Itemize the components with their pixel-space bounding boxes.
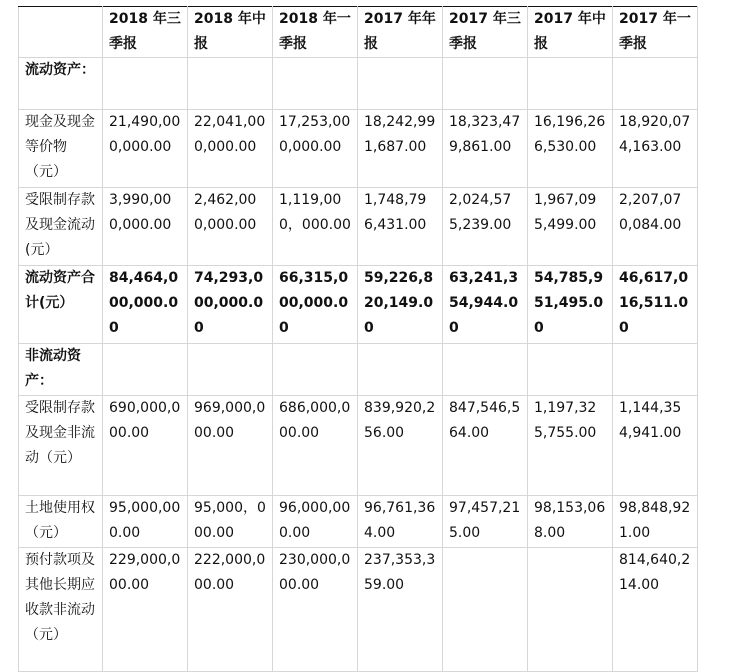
financial-table [18, 6, 698, 672]
table-cell: 21,490,000,000.00 [103, 110, 188, 188]
table-cell: 3,990,000,000.00 [103, 188, 188, 266]
table-cell: 222,000,000.00 [188, 548, 273, 672]
table-header-row [19, 7, 698, 58]
table-row [19, 344, 698, 396]
table-cell: 97,457,215.00 [443, 496, 528, 548]
row-label: 土地使用权（元） [19, 496, 103, 548]
table-cell: 1,748,796,431.00 [358, 188, 443, 266]
row-label: 受限制存款及现金非流动（元） [19, 396, 103, 496]
table-cell: 46,617,016,511.00 [613, 266, 698, 344]
table-cell [443, 344, 528, 396]
table-cell [528, 548, 613, 672]
table-cell: 98,153,068.00 [528, 496, 613, 548]
table-cell: 969,000,000.00 [188, 396, 273, 496]
row-label: 流动资产： [19, 58, 103, 110]
table-cell: 17,253,000,000.00 [273, 110, 358, 188]
table-cell [273, 344, 358, 396]
table-cell: 96,000,000.00 [273, 496, 358, 548]
header-corner [19, 7, 103, 58]
row-label: 非流动资产： [19, 344, 103, 396]
table-row [19, 548, 698, 672]
row-label: 受限制存款及现金流动(元） [19, 188, 103, 266]
table-cell: 95,000,000.00 [103, 496, 188, 548]
table-cell: 63,241,354,944.00 [443, 266, 528, 344]
table-row [19, 58, 698, 110]
table-cell: 54,785,951,495.00 [528, 266, 613, 344]
table-cell [273, 58, 358, 110]
table-cell [528, 58, 613, 110]
table-cell: 16,196,266,530.00 [528, 110, 613, 188]
row-label: 现金及现金等价物（元） [19, 110, 103, 188]
table-cell [103, 344, 188, 396]
table-cell: 18,323,479,861.00 [443, 110, 528, 188]
table-cell: 847,546,564.00 [443, 396, 528, 496]
table-cell [613, 344, 698, 396]
table-cell: 95,000，000.00 [188, 496, 273, 548]
table-cell [613, 58, 698, 110]
table-cell: 66,315,000,000.00 [273, 266, 358, 344]
table-cell: 74,293,000,000.00 [188, 266, 273, 344]
table-cell: 690,000,000.00 [103, 396, 188, 496]
header-cell: 2017 年三季报 [443, 7, 528, 58]
table-cell: 237,353,359.00 [358, 548, 443, 672]
table-cell [188, 344, 273, 396]
header-cell: 2018 年中报 [188, 7, 273, 58]
table-cell: 686,000,000.00 [273, 396, 358, 496]
table-cell: 229,000,000.00 [103, 548, 188, 672]
table-cell: 18,242,991,687.00 [358, 110, 443, 188]
table-cell [528, 344, 613, 396]
row-label: 流动资产合计(元） [19, 266, 103, 344]
table-cell: 2,462,000,000.00 [188, 188, 273, 266]
table-cell: 1,144,354,941.00 [613, 396, 698, 496]
table-cell: 98,848,921.00 [613, 496, 698, 548]
table-cell: 18,920,074,163.00 [613, 110, 698, 188]
table-cell [358, 344, 443, 396]
table-cell: 96,761,364.00 [358, 496, 443, 548]
table-cell: 84,464,000,000.00 [103, 266, 188, 344]
table-cell [443, 548, 528, 672]
table-cell: 230,000,000.00 [273, 548, 358, 672]
table-cell: 814,640,214.00 [613, 548, 698, 672]
table-cell: 1,197,325,755.00 [528, 396, 613, 496]
table-cell: 2,024,575,239.00 [443, 188, 528, 266]
header-cell: 2018 年三季报 [103, 7, 188, 58]
table-cell: 1,967,095,499.00 [528, 188, 613, 266]
table-row [19, 496, 698, 548]
header-cell: 2017 年一季报 [613, 7, 698, 58]
table-cell: 839,920,256.00 [358, 396, 443, 496]
table-cell [358, 58, 443, 110]
header-cell: 2017 年中报 [528, 7, 613, 58]
table-cell [103, 58, 188, 110]
table-row [19, 396, 698, 496]
header-cell: 2017 年年报 [358, 7, 443, 58]
table-cell: 2,207,070,084.00 [613, 188, 698, 266]
header-cell: 2018 年一季报 [273, 7, 358, 58]
table-row-total [19, 266, 698, 344]
table-cell: 22,041,000,000.00 [188, 110, 273, 188]
row-label: 预付款项及其他长期应收款非流动（元） [19, 548, 103, 672]
table-cell: 1,119,00 0，000.00 [273, 188, 358, 266]
table-row [19, 188, 698, 266]
table-cell [188, 58, 273, 110]
table-cell [443, 58, 528, 110]
table-row [19, 110, 698, 188]
table-cell: 59,226,820,149.00 [358, 266, 443, 344]
